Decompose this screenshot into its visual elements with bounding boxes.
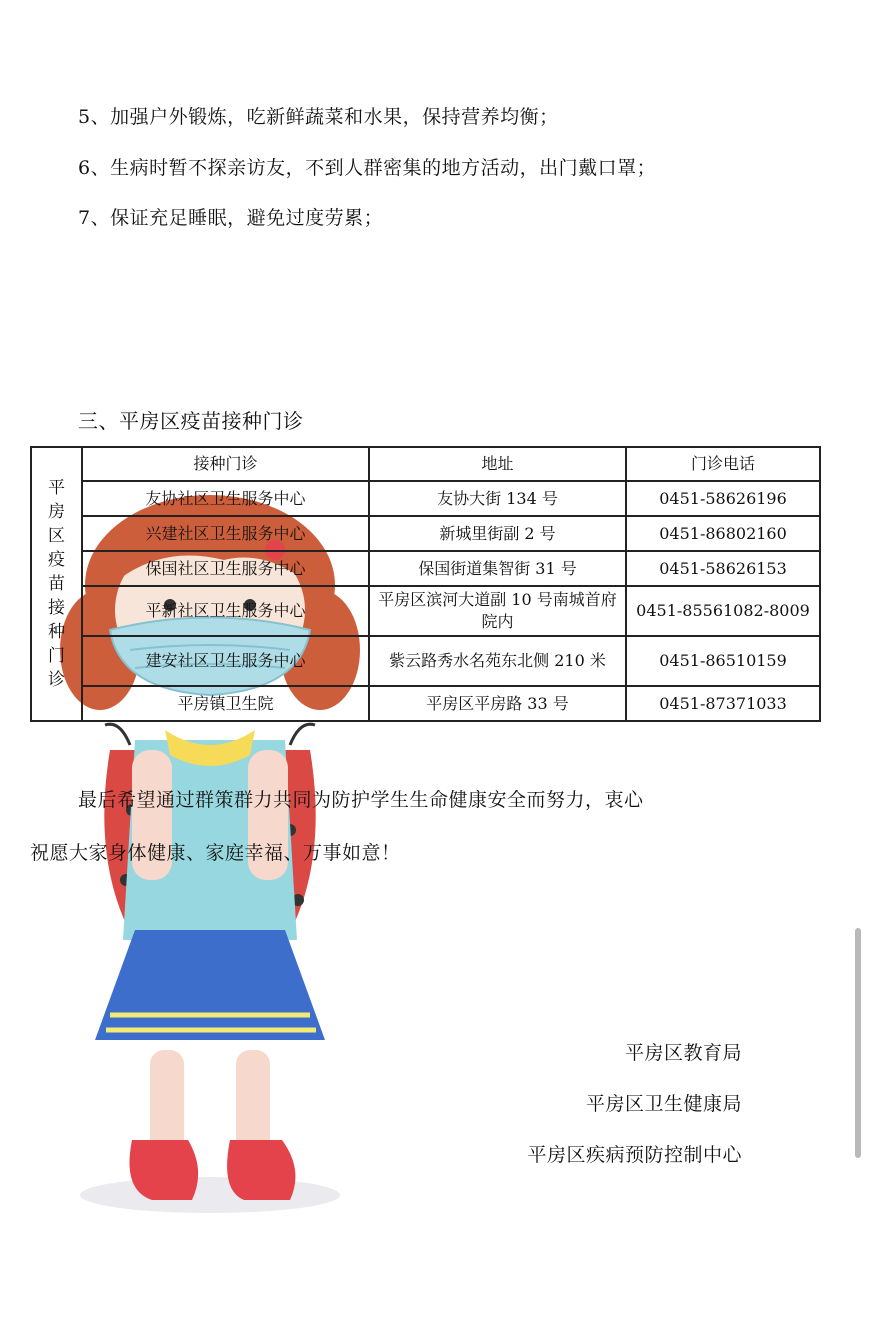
prevention-tip-3: 5、加强户外锻炼，吃新鲜蔬菜和水果，保持营养均衡； — [78, 106, 559, 128]
clinic-name: 保国社区卫生服务中心 — [82, 551, 369, 586]
table-row — [31, 516, 820, 551]
table-side-label — [31, 447, 82, 721]
clinic-address: 紫云路秀水名苑东北侧 210 米 — [369, 636, 626, 686]
header-clinic: 接种门诊 — [82, 447, 369, 481]
clinic-phone: 0451-58626196 — [626, 481, 820, 516]
table-row — [31, 586, 820, 636]
clinic-phone: 0451-58626153 — [626, 551, 820, 586]
clinic-name: 友协社区卫生服务中心 — [82, 481, 369, 516]
header-address: 地址 — [369, 447, 626, 481]
section-title: 三、平房区疫苗接种门诊 — [78, 409, 304, 433]
table-row — [31, 551, 820, 586]
signature-health-bureau: 平房区卫生健康局 — [585, 1093, 742, 1115]
prevention-tip-5: 7、保证充足睡眠，避免过度劳累； — [78, 207, 384, 229]
side-label-text: 平房区疫苗接种门诊 — [48, 478, 65, 690]
clinic-address: 平房区滨河大道副 10 号南城首府院内 — [369, 586, 626, 636]
clinic-address: 新城里街副 2 号 — [369, 516, 626, 551]
table-row — [31, 481, 820, 516]
clinic-phone: 0451-87371033 — [626, 686, 820, 721]
table-header-row — [31, 447, 820, 481]
clinic-phone: 0451-86802160 — [626, 516, 820, 551]
closing-line-2: 祝愿大家身体健康、家庭幸福、万事如意！ — [30, 842, 401, 864]
clinic-phone: 0451-86510159 — [626, 636, 820, 686]
signature-cdc: 平房区疾病预防控制中心 — [527, 1144, 742, 1166]
header-phone: 门诊电话 — [626, 447, 820, 481]
clinic-name: 兴建社区卫生服务中心 — [82, 516, 369, 551]
vaccination-clinics-table — [30, 446, 821, 722]
clinic-address: 平房区平房路 33 号 — [369, 686, 626, 721]
clinic-name: 平新社区卫生服务中心 — [82, 586, 369, 636]
closing-line-1: 最后希望通过群策群力共同为防护学生生命健康安全而努力，衷心 — [78, 789, 644, 811]
clinic-phone: 0451-85561082-8009 — [626, 586, 820, 636]
clinic-address: 保国街道集智街 31 号 — [369, 551, 626, 586]
table-row — [31, 686, 820, 721]
clinic-name: 建安社区卫生服务中心 — [82, 636, 369, 686]
table-row — [31, 636, 820, 686]
prevention-tip-4: 6、生病时暂不探亲访友，不到人群密集的地方活动，出门戴口罩； — [78, 157, 657, 179]
clinic-name: 平房镇卫生院 — [82, 686, 369, 721]
signature-education-bureau: 平房区教育局 — [624, 1042, 742, 1064]
clinic-address: 友协大街 134 号 — [369, 481, 626, 516]
